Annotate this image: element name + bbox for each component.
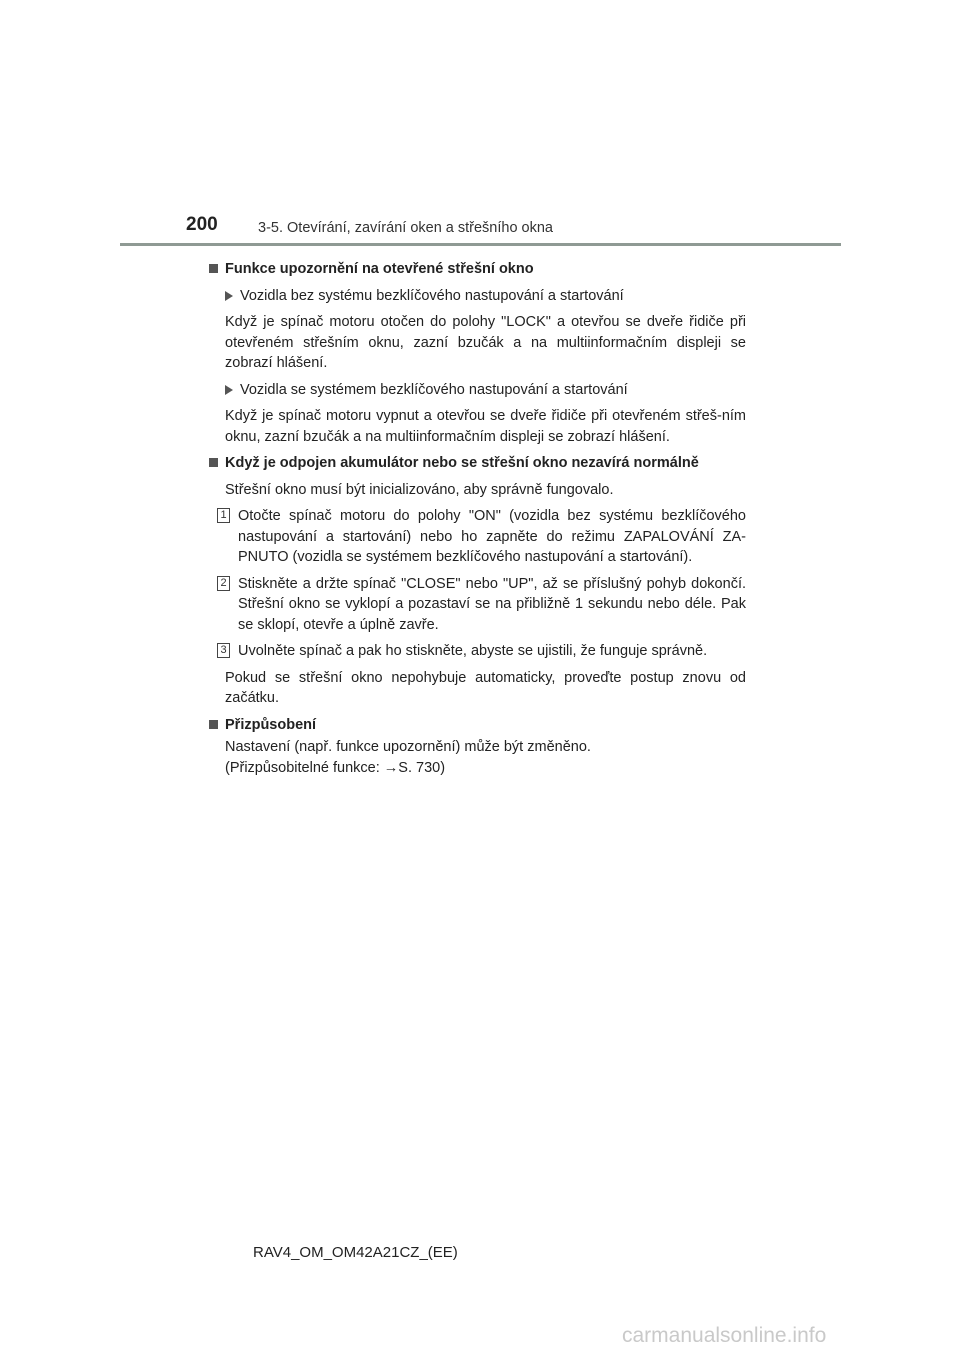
- vehicle-variant-with-keyless: [208, 380, 746, 401]
- step-3: [208, 641, 746, 662]
- vehicle-variant-without-keyless: [208, 286, 746, 307]
- step-text: Stiskněte a držte spínač "CLOSE" nebo "UP", až se příslušný pohyb dokončí. Střešní okno se vyklopí a pozastaví se na přibližně 1 sekundu nebo déle. Pak se sklopí, otevře a úplně zavře.: [238, 575, 746, 633]
- square-bullet-icon: [209, 264, 218, 273]
- paragraph: Když je spínač motoru otočen do polohy "LOCK" a otevřou se dveře řidiče při otevřeném střešním oknu, zazní bzučák a na multiinformačním displeji se zobrazí hlášení.: [225, 314, 746, 371]
- step-number-badge: 2: [217, 576, 230, 591]
- step-text: Otočte spínač motoru do polohy "ON" (vozidla bez systému bezklíčového nastupování a startování) nebo ho zapněte do režimu ZAPALOVÁNÍ ZA-PNUTO (vozidla se systémem bezklíčového nastupování a startování).: [238, 508, 746, 565]
- triangle-bullet-icon: [225, 385, 233, 395]
- page-content: [208, 253, 746, 778]
- section-heading-sunroof-warning: [208, 259, 746, 280]
- square-bullet-icon: [209, 458, 218, 467]
- variant-text: Vozidla bez systému bezklíčového nastupování a startování: [240, 287, 624, 304]
- triangle-bullet-icon: [225, 291, 233, 301]
- page-number: 200: [186, 214, 218, 235]
- heading-text: Přizpůsobení: [225, 716, 317, 733]
- heading-text: Když je odpojen akumulátor nebo se střešní okno nezavírá normálně: [225, 455, 699, 471]
- paragraph: Pokud se střešní okno nepohybuje automaticky, proveďte postup znovu od začátku.: [225, 669, 746, 706]
- step-2: [208, 574, 746, 636]
- manual-code: RAV4_OM_OM42A21CZ_(EE): [253, 1244, 458, 1261]
- step-text: Uvolněte spínač a pak ho stiskněte, abyste se ujistili, že funguje správně.: [238, 643, 708, 659]
- section-heading-customization: [208, 715, 746, 736]
- watermark: carmanualsonline.info: [622, 1324, 827, 1347]
- step-number-badge: 1: [217, 508, 230, 523]
- paragraph: Když je spínač motoru vypnut a otevřou se dveře řidiče při otevřeném střeš-ním oknu, zazní bzučák a na multiinformačním displeji se zobrazí hlášení.: [225, 408, 746, 445]
- paragraph: Nastavení (např. funkce upozornění) může být změněno.: [225, 739, 591, 755]
- step-number-badge: 3: [217, 643, 230, 658]
- variant-text: Vozidla se systémem bezklíčového nastupování a startování: [240, 381, 628, 398]
- page-reference: (Přizpůsobitelné funkce: →S. 730): [225, 759, 446, 776]
- paragraph: Střešní okno musí být inicializováno, aby správně fungovalo.: [225, 481, 614, 498]
- section-heading-battery-disconnected: [208, 453, 746, 474]
- step-1: [208, 506, 746, 568]
- square-bullet-icon: [209, 720, 218, 729]
- header-divider: [120, 243, 841, 246]
- section-title: 3-5. Otevírání, zavírání oken a střešního okna: [258, 220, 553, 236]
- heading-text: Funkce upozornění na otevřené střešní okno: [225, 261, 534, 277]
